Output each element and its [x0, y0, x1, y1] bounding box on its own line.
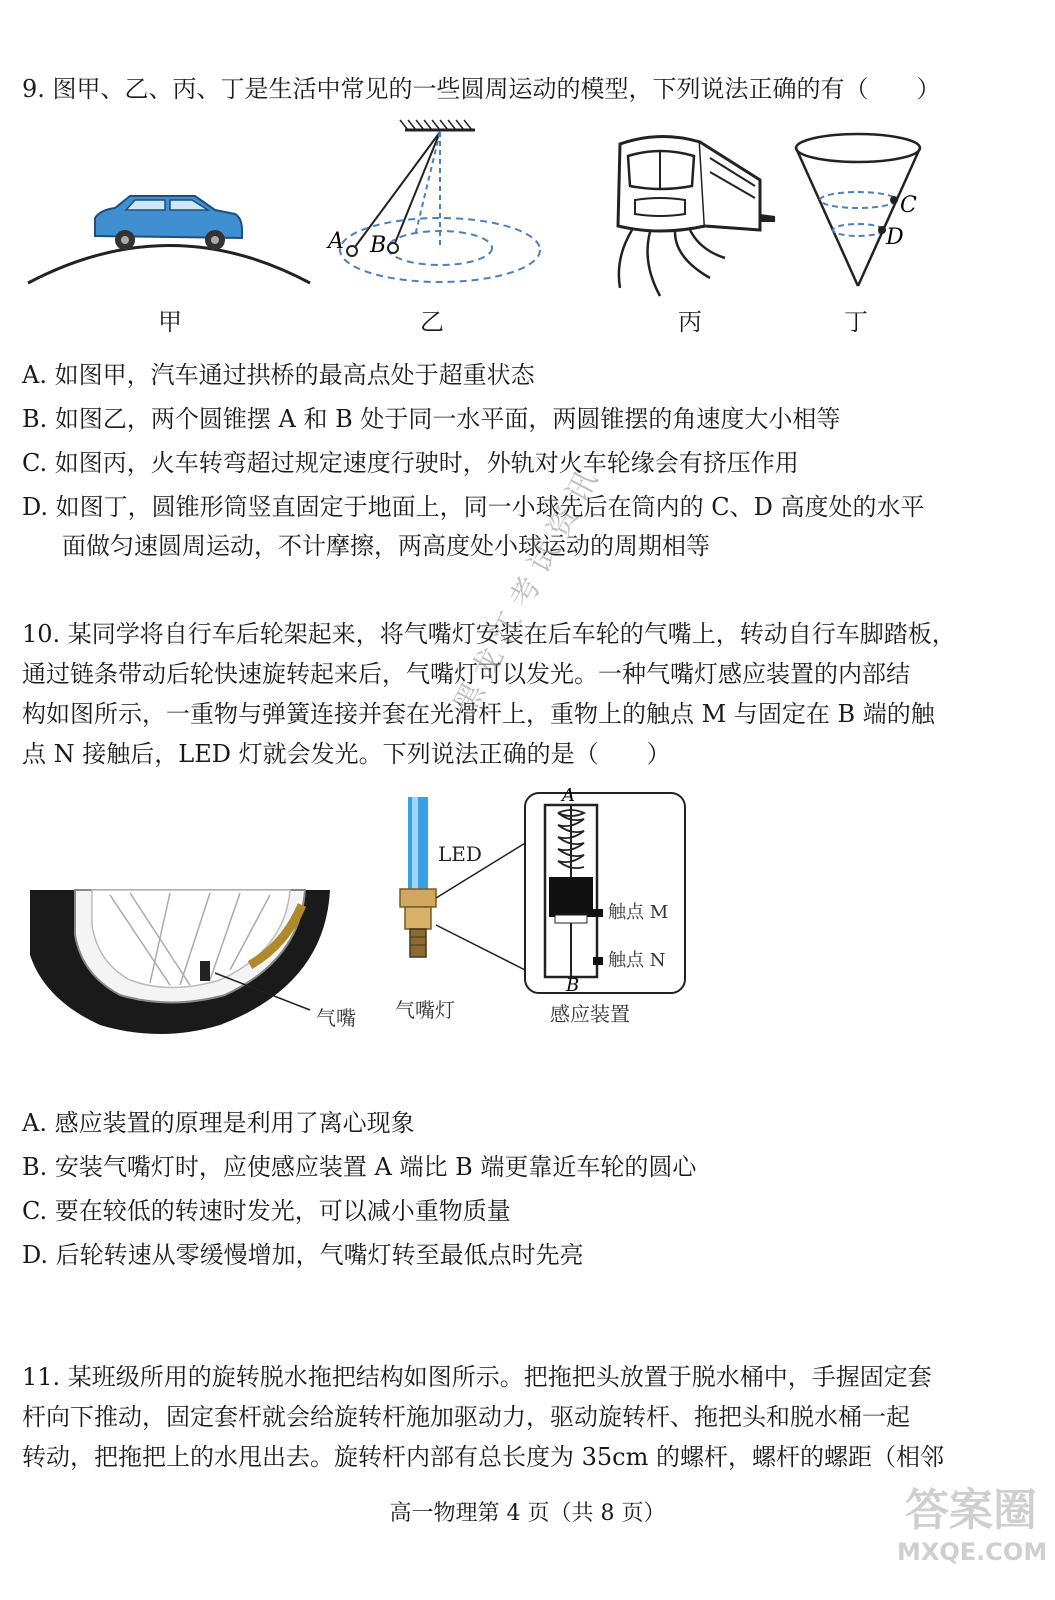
q10-stem-line-1: 10. 某同学将自行车后轮架起来，将气嘴灯安装在后车轮的气嘴上，转动自行车脚踏板，: [22, 620, 956, 648]
valve-lamp: [400, 797, 436, 957]
label-a: A: [328, 229, 344, 254]
diagonal-watermark: 黑龙江考试资讯: [447, 456, 610, 721]
label-led: LED: [438, 842, 482, 866]
caption-jia: 甲: [158, 308, 182, 336]
caption-yi: 乙: [420, 308, 444, 336]
label-valve: 气嘴: [316, 1006, 356, 1030]
q9-option-a: A. 如图甲，汽车通过拱桥的最高点处于超重状态: [22, 361, 535, 389]
q9-option-b: B. 如图乙，两个圆锥摆 A 和 B 处于同一水平面，两圆锥摆的角速度大小相等: [22, 405, 841, 433]
q11-stem-line-1: 11. 某班级所用的旋转脱水拖把结构如图所示。把拖把头放置于脱水桶中，手握固定套: [22, 1363, 932, 1391]
q9-option-c: C. 如图丙，火车转弯超过规定速度行驶时，外轨对火车轮缘会有挤压作用: [22, 449, 799, 477]
q9-stem: 9. 图甲、乙、丙、丁是生活中常见的一些圆周运动的模型，下列说法正确的有（ ）: [22, 75, 941, 103]
valve-stem-icon: [200, 961, 210, 981]
figure-ding-cone: [796, 134, 920, 286]
label-contact-m: 触点 M: [608, 902, 669, 923]
q10-option-c: C. 要在较低的转速时发光，可以减小重物质量: [22, 1197, 511, 1225]
watermark-logo: [897, 1485, 1048, 1585]
label-d: D: [886, 225, 904, 250]
q10-stem-line-4: 点 N 接触后，LED 灯就会发光。下列说法正确的是（ ）: [22, 740, 671, 768]
figure-jia-car-on-bridge: [28, 196, 310, 283]
q10-option-b: B. 安装气嘴灯时，应使感应装置 A 端比 B 端更靠近车轮的圆心: [22, 1153, 697, 1181]
q9-option-d: D. 如图丁，圆锥形筒竖直固定于地面上，同一小球先后在筒内的 C、D 高度处的水平: [22, 493, 925, 521]
label-contact-n: 触点 N: [608, 950, 666, 971]
q10-option-d: D. 后轮转速从零缓慢增加，气嘴灯转至最低点时先亮: [22, 1241, 584, 1269]
label-end-a: A: [562, 785, 575, 806]
label-end-b: B: [566, 975, 580, 996]
q9-option-d-cont: 面做匀速圆周运动，不计摩擦，两高度处小球运动的周期相等: [62, 532, 710, 560]
page-footer: 高一物理第 4 页（共 8 页）: [389, 1501, 666, 1526]
q10-option-a: A. 感应装置的原理是利用了离心现象: [22, 1109, 415, 1137]
bicycle-wheel: [30, 890, 330, 1034]
watermark-url: MXQE.COM: [897, 1538, 1048, 1566]
watermark-text: 答案圈: [905, 1485, 1037, 1536]
label-c: C: [900, 193, 917, 218]
car-icon: [95, 196, 242, 250]
q11-stem-line-3: 转动，把拖把上的水甩出去。旋转杆内部有总长度为 35cm 的螺杆，螺杆的螺距（相邻: [22, 1443, 944, 1471]
caption-ding: 丁: [844, 308, 868, 336]
figure-yi-conical-pendulum: [326, 120, 540, 282]
label-lamp: 气嘴灯: [395, 998, 455, 1022]
label-b: B: [370, 233, 387, 258]
caption-bing: 丙: [678, 308, 702, 336]
figure-bing-train: [618, 136, 775, 296]
q10-figure: [20, 785, 720, 1045]
q11-stem-line-2: 杆向下推动，固定套杆就会给旋转杆施加驱动力，驱动旋转杆、拖把头和脱水桶一起: [22, 1403, 910, 1431]
q10-stem-line-2: 通过链条带动后轮快速旋转起来后，气嘴灯可以发光。一种气嘴灯感应装置的内部结: [22, 660, 910, 688]
label-device: 感应装置: [550, 1002, 630, 1026]
q10-stem-line-3: 构如图所示，一重物与弹簧连接并套在光滑杆上，重物上的触点 M 与固定在 B 端的触: [22, 700, 935, 728]
